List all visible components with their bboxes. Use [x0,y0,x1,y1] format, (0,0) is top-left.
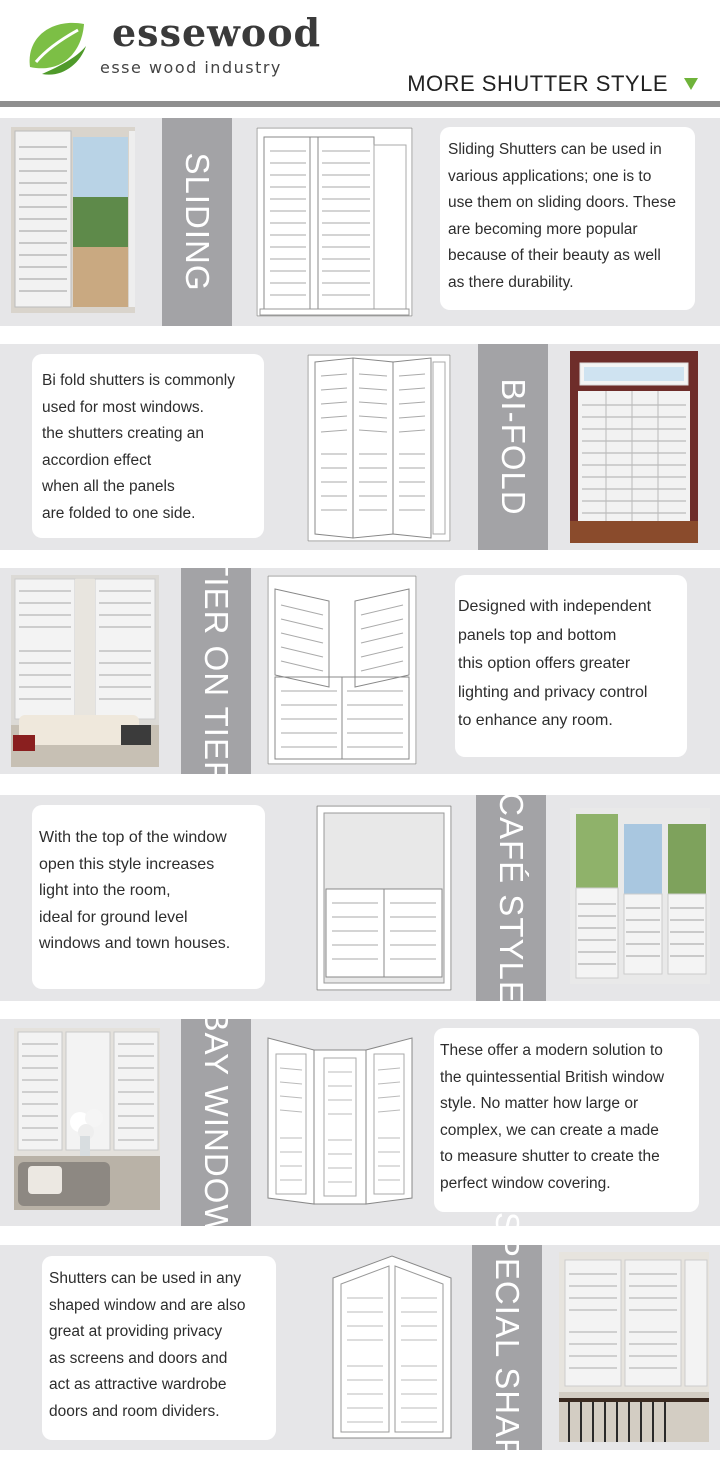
special-shape-description: Shutters can be used in any shaped window and are also great at providing privacy as screens and doors and act as attractive wardrobe doors and room dividers. [42,1256,276,1440]
sliding-photo [11,127,135,313]
bifold-photo [570,351,698,543]
special-shape-section [0,1211,720,1484]
cafe-style-photo [570,808,710,984]
brand-name: essewood [112,10,322,55]
tier-on-tier-label-column [181,556,251,786]
leaf-logo-icon [22,12,92,82]
style-label: BI-FOLD [495,378,532,516]
style-label: SLIDING [179,152,216,292]
cafe-style-section [0,792,720,1004]
style-label: BAY WINDOW [198,1009,235,1236]
bay-window-photo [14,1028,160,1210]
bay-window-description: These offer a modern solution to the quintessential British window style. No matter how large or complex, we can create a made to measure shutter to create the perfect window covering. [434,1028,699,1212]
header [0,0,720,108]
special-shape-photo [559,1252,709,1442]
sliding-description: Sliding Shutters can be used in various applications; one is to use them on sliding doors. These are becoming more popular because of their beauty as well as there durability. [440,127,695,310]
style-label: CAFÉ STYLE [493,792,530,1004]
tier-on-tier-description: Designed with independent panels top and bottom this option offers greater lighting and privacy control to enhance any room. [455,575,687,757]
tier-on-tier-section [0,556,720,786]
bifold-label-column [478,344,548,550]
sliding-label-column [162,118,232,326]
special-shape-shutter-drawing [331,1254,453,1440]
more-shutter-style-link[interactable]: MORE SHUTTER STYLE [407,71,668,96]
tier-on-tier-photo [11,575,159,767]
bifold-section [0,344,720,550]
sliding-section [0,118,720,326]
brand-subtitle: esse wood industry [100,58,282,77]
tier-on-tier-shutter-drawing [267,575,417,765]
bifold-description: Bi fold shutters is commonly used for most windows. the shutters creating an accordion effect when all the panels are folded to one side. [32,354,264,538]
bifold-shutter-drawing [307,354,451,542]
bay-window-label-column [181,1009,251,1236]
bay-window-section [0,1009,720,1236]
sliding-shutter-drawing [256,127,413,317]
style-label: SPECIAL SHAPE [489,1211,526,1484]
style-label: TIER ON TIER [198,556,235,786]
cafe-style-shutter-drawing [316,805,452,991]
header-divider [0,101,720,107]
cafe-style-label-column [476,792,546,1004]
cafe-style-description: With the top of the window open this style increases light into the room, ideal for ground level windows and town houses. [32,805,265,989]
bay-window-shutter-drawing [266,1028,414,1212]
special-shape-label-column [472,1211,542,1484]
chevron-down-icon[interactable] [684,78,698,90]
